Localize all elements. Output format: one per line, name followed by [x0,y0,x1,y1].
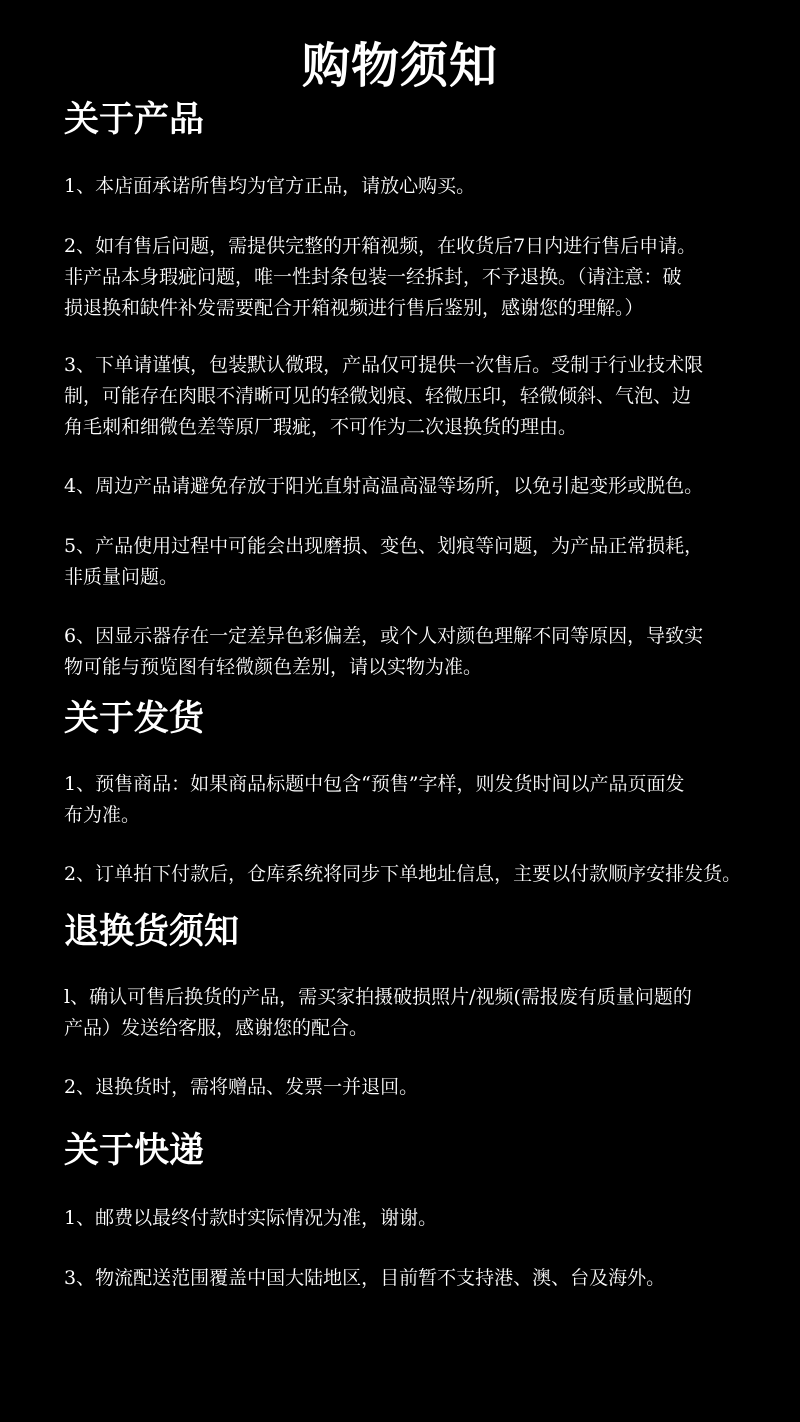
express-item-1-line-1: 1、邮费以最终付款时实际情况为准，谢谢。 [64,1207,438,1229]
product-item-4 [64,471,740,502]
product-item-3 [64,350,740,443]
section-heading-shipping: 关于发货 [64,698,205,739]
shipping-item-1 [64,769,740,831]
shipping-item-1-line-2: 布为准。 [64,804,141,826]
section-heading-express: 关于快递 [64,1130,205,1171]
returns-item-2-line-1: 2、退换货时，需将赠品、发票一并退回。 [64,1076,419,1098]
product-item-2-line-2: 非产品本身瑕疵问题，唯一性封条包装一经拆封，不予退换。（请注意：破 [64,266,682,288]
express-item-2 [64,1263,740,1294]
section-heading-product: 关于产品 [64,99,205,140]
product-item-2-line-3: 损退换和缺件补发需要配合开箱视频进行售后鉴别，感谢您的理解。） [64,297,644,319]
product-item-5-line-1: 5、产品使用过程中可能会出现磨损、变色、划痕等问题，为产品正常损耗， [64,535,704,557]
express-item-1 [64,1203,740,1234]
product-item-2 [64,231,740,324]
product-item-5 [64,531,740,593]
section-heading-returns: 退换货须知 [64,911,240,952]
shipping-item-2 [64,859,740,890]
product-item-3-line-1: 3、下单请谨慎，包装默认微瑕，产品仅可提供一次售后。受制于行业技术限 [64,354,704,376]
product-item-2-line-1: 2、如有售后问题，需提供完整的开箱视频，在收货后7日内进行售后申请。 [64,235,697,257]
product-item-3-line-2: 制，可能存在肉眼不清晰可见的轻微划痕、轻微压印，轻微倾斜、气泡、边 [64,385,692,407]
product-item-6 [64,621,740,683]
product-item-3-line-3: 角毛刺和细微色差等原厂瑕疵，不可作为二次退换货的理由。 [64,416,578,438]
product-item-6-line-1: 6、因显示器存在一定差异色彩偏差，或个人对颜色理解不同等原因，导致实 [64,625,704,647]
express-item-2-line-1: 3、物流配送范围覆盖中国大陆地区，目前暂不支持港、澳、台及海外。 [64,1267,666,1289]
shipping-item-2-line-1: 2、订单拍下付款后，仓库系统将同步下单地址信息，主要以付款顺序安排发货。 [64,863,742,885]
product-item-5-line-2: 非质量问题。 [64,566,179,588]
returns-item-2 [64,1072,740,1103]
product-item-1 [64,171,740,202]
product-item-1-line-1: 1、本店面承诺所售均为官方正品，请放心购买。 [64,175,476,197]
returns-item-1-line-2: 产品）发送给客服，感谢您的配合。 [64,1017,369,1039]
product-item-6-line-2: 物可能与预览图有轻微颜色差别，请以实物为准。 [64,656,483,678]
product-item-4-line-1: 4、周边产品请避免存放于阳光直射高温高湿等场所，以免引起变形或脱色。 [64,475,704,497]
shipping-item-1-line-1: 1、预售商品：如果商品标题中包含“预售”字样，则发货时间以产品页面发 [64,773,685,795]
returns-item-1-line-1: l、确认可售后换货的产品，需买家拍摄破损照片/视频(需报废有质量问题的 [64,986,692,1008]
page-title: 购物须知 [301,38,498,94]
returns-item-1 [64,982,740,1044]
